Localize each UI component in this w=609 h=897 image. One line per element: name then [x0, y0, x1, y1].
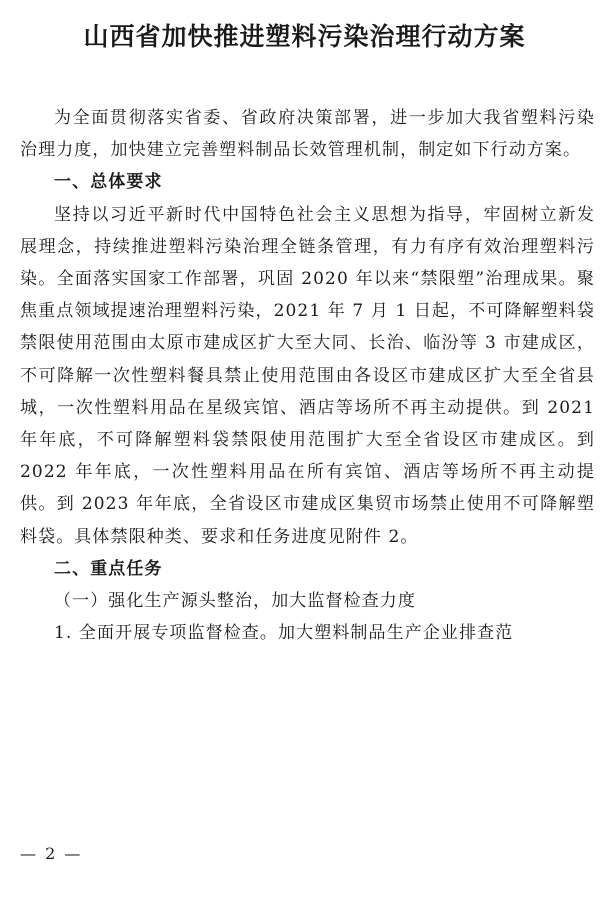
intro-paragraph: 为全面贯彻落实省委、省政府决策部署，进一步加大我省塑料污染治理力度，加快建立完善塑料制品长效管理机制，制定如下行动方案。 [20, 108, 595, 161]
section-heading-key-tasks: 二、重点任务 [54, 558, 163, 579]
item-1-paragraph: 1. 全面开展专项监督检查。加大塑料制品生产企业排查范 [54, 623, 514, 644]
section-heading-general-requirements: 一、总体要求 [54, 172, 163, 193]
subsection-heading-production-source: （一）强化生产源头整治，加大监督检查力度 [54, 591, 416, 612]
document-title: 山西省加快推进塑料污染治理行动方案 [83, 22, 526, 51]
general-requirements-paragraph: 坚持以习近平新时代中国特色社会主义思想为指导，牢固树立新发展理念，持续推进塑料污染治理全链条管理，有力有序有效治理塑料污染。全面落实国家工作部署，巩固 2020 年以来“禁限塑”治理成果。聚焦重点领域提速治理塑料污染，2021 年 7 月 1 日起，不可降解塑料袋禁限使用范围由太原市建成区扩大至大同、长治、临汾等 3 市建成区，不可降解一次性塑料餐具禁止使用范围由各设区市建成区扩大至全省县城，一次性塑料用品在星级宾馆、酒店等场所不再主动提供。到 2021 年年底，不可降解塑料袋禁限使用范围扩大至全省设区市建成区。到 2022 年年底，一次性塑料用品在所有宾馆、酒店等场所不再主动提供。到 2023 年年底，全省设区市建成区集贸市场禁止使用不可降解塑料袋。具体禁限种类、要求和任务进度见附件 2。 [20, 204, 595, 547]
page-number: — 2 — [20, 844, 83, 863]
document-body [20, 102, 595, 649]
